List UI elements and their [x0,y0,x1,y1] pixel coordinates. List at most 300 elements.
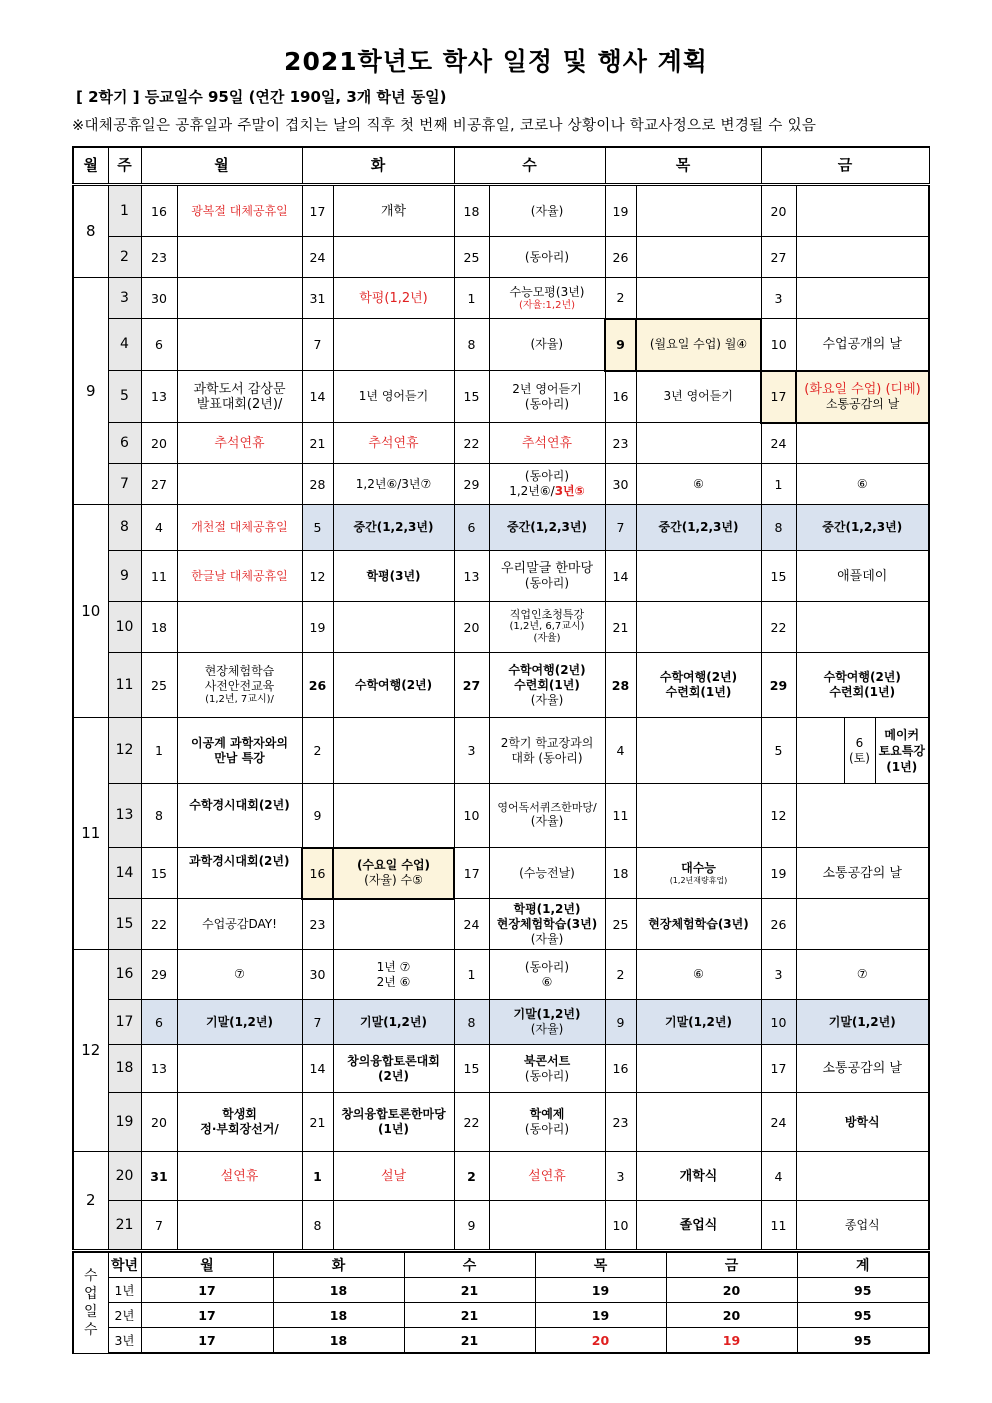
day-number: 24 [761,423,796,464]
event-line: 만남 특강 [214,750,265,765]
day-number: 8 [454,1000,489,1045]
event-cell: 중간(1,2,3년) [333,505,454,551]
day-number: 16 [141,185,177,237]
event-line: (자율) [530,931,564,946]
event-line: (1,2년, 7교시)/ [205,694,274,705]
event-cell [489,551,605,602]
summary-grade: 2년 [108,1303,141,1328]
event-cell [796,1152,929,1201]
month-cell: 9 [73,278,108,505]
summary-label: 수업일수 [73,1252,108,1353]
event-cell: 기말(1,2년) [636,1000,761,1045]
event-line: 우리말글 한마당 [500,561,594,576]
day-number: 25 [141,653,177,718]
event-cell: 기말(1,2년) [177,1000,302,1045]
day-number: 10 [761,319,796,371]
event-cell [333,899,454,950]
event-cell [177,602,302,653]
day-number: 23 [605,423,636,464]
event-cell [177,1201,302,1250]
event-cell [177,1093,302,1152]
week-row [73,1000,929,1045]
week-row [73,1093,929,1152]
event-cell: 광복절 대체공휴일 [177,185,302,237]
event-cell [796,718,844,784]
day-number: 16 [605,1045,636,1093]
day-number: 27 [761,237,796,278]
day-number: 18 [454,185,489,237]
day-number: 15 [141,848,177,899]
summary-value: 17 [141,1278,273,1303]
summary-total: 95 [797,1303,929,1328]
event-line: 이공계 과학자와의 [191,735,288,750]
summary-value: 18 [273,1278,404,1303]
event-cell: 학평(1,2년) [333,278,454,319]
day-number: 29 [141,950,177,1000]
event-cell: 애플데이 [796,551,929,602]
day-number: 30 [141,278,177,319]
day-number: 3 [761,950,796,1000]
week-row [73,950,929,1000]
event-cell [636,653,761,718]
event-cell [636,1093,761,1152]
month-cell: 2 [73,1152,108,1250]
event-cell: 수업공개의 날 [796,319,929,371]
summary-header: 금 [666,1252,797,1278]
week-number: 8 [108,505,141,551]
summary-row [73,1328,929,1354]
event-cell [636,237,761,278]
day-number: 4 [761,1152,796,1201]
event-cell: ⑦ [796,950,929,1000]
event-line: 수련회(1년) [514,677,580,692]
event-cell [796,784,929,848]
header-mon: 월 [141,147,302,185]
summary-value: 20 [666,1303,797,1328]
day-number: 24 [454,899,489,950]
day-number: 2 [605,950,636,1000]
week-number: 19 [108,1093,141,1152]
day-number: 18 [141,602,177,653]
event-cell: (월요일 수업) 월④ [636,319,761,371]
summary-row [73,1278,929,1303]
day-number: 3 [761,278,796,319]
day-number: 8 [454,319,489,371]
event-cell [796,278,929,319]
event-cell: 과학경시대회(2년) [177,848,302,899]
event-cell: (동아리) [489,237,605,278]
day-number: 14 [302,371,333,423]
event-line: (동아리) [524,469,570,483]
summary-grade: 3년 [108,1328,141,1354]
event-line: (자율) [533,633,561,644]
day-number: 10 [605,1201,636,1250]
event-line: 현장체험학습 [204,664,275,678]
event-cell: 소통공감의 날 [796,848,929,899]
event-cell [636,718,761,784]
event-line: 영어독서퀴즈한마당/ [497,801,597,814]
day-number: 27 [454,653,489,718]
day-number: 13 [141,1045,177,1093]
event-cell [796,423,929,464]
day-number: 10 [454,784,489,848]
event-cell: 1,2년⑥/3년⑦ [333,464,454,505]
day-number: 2 [302,718,333,784]
event-line: ⑥ [541,974,553,989]
event-cell: 수학여행(2년) [333,653,454,718]
event-line: 수학여행(2년) [823,670,901,684]
week-number: 16 [108,950,141,1000]
event-cell: 종업식 [796,1201,929,1250]
event-cell: ⑥ [636,950,761,1000]
event-cell [489,464,605,505]
event-line: 수련회(1년) [829,685,896,699]
event-line: 수학여행(2년) [508,662,586,677]
day-number: 13 [141,371,177,423]
week-row [73,718,929,784]
summary-value: 21 [404,1328,535,1354]
event-cell [489,1093,605,1152]
event-cell [796,602,929,653]
summary-row [73,1303,929,1328]
day-number: 6 [141,1000,177,1045]
day-number: 18 [605,848,636,899]
schedule-table [72,146,930,1250]
week-row [73,551,929,602]
event-line: (자율) [530,692,564,707]
event-cell [489,899,605,950]
event-line: (수요일 수업) [356,858,431,872]
day-number: 22 [761,602,796,653]
day-number: 27 [141,464,177,505]
day-number: 28 [302,464,333,505]
event-line: 학평(1,2년) [513,901,581,916]
event-cell: 개학 [333,185,454,237]
day-number: 15 [454,371,489,423]
day-number: 22 [454,1093,489,1152]
event-cell [489,784,605,848]
event-cell: 수업공감DAY! [177,899,302,950]
event-line: 2년 ⑥ [376,974,411,989]
day-number: 30 [605,464,636,505]
day-number: 23 [605,1093,636,1152]
day-number: 16 [605,371,636,423]
event-line: (1년) [378,1122,409,1136]
day-number: 15 [761,551,796,602]
day-number: 5 [761,718,796,784]
week-number: 13 [108,784,141,848]
summary-header: 학년 [108,1252,141,1278]
event-cell [489,1045,605,1093]
summary-total: 95 [797,1278,929,1303]
event-cell: ⑥ [796,464,929,505]
event-cell [177,653,302,718]
event-cell [333,1201,454,1250]
header-tue: 화 [302,147,454,185]
event-cell [177,319,302,371]
event-line: (동아리) [524,1068,570,1083]
week-number: 18 [108,1045,141,1093]
event-line: 2년 영어듣기 [512,381,582,396]
event-cell [333,950,454,1000]
day-number: 1 [302,1152,333,1201]
summary-total: 95 [797,1328,929,1354]
day-number: 16 [302,848,333,899]
summary-header: 계 [797,1252,929,1278]
week-number: 17 [108,1000,141,1045]
event-cell: 중간(1,2,3년) [489,505,605,551]
day-number: 6 [141,319,177,371]
summary-value: 17 [141,1328,273,1354]
event-line: 학예제 [529,1107,565,1121]
week-row [73,371,929,423]
saturday-event: 메이커 토요특강 (1년) [875,718,929,784]
event-line: (자율:1,2년) [518,299,576,311]
event-cell [636,551,761,602]
day-number: 7 [141,1201,177,1250]
event-cell [796,237,929,278]
day-number: 9 [302,784,333,848]
event-cell [636,848,761,899]
day-number: 24 [761,1093,796,1152]
day-number: 26 [605,237,636,278]
event-cell [636,784,761,848]
day-number: 13 [454,551,489,602]
day-number: 25 [605,899,636,950]
month-cell: 12 [73,950,108,1152]
event-line: 대수능 [681,860,716,875]
event-cell [796,899,929,950]
day-number: 20 [761,185,796,237]
week-number: 20 [108,1152,141,1201]
week-number: 10 [108,602,141,653]
day-number: 5 [302,505,333,551]
day-number: 31 [141,1152,177,1201]
event-cell: 설연휴 [177,1152,302,1201]
day-number: 2 [454,1152,489,1201]
event-cell [177,718,302,784]
week-row [73,464,929,505]
summary-value: 21 [404,1303,535,1328]
event-line: 수학여행(2년) [659,670,738,684]
event-line: (1,2년재량휴업) [669,875,728,885]
event-cell [177,1045,302,1093]
event-cell: 한글날 대체공휴일 [177,551,302,602]
day-number: 17 [761,371,796,423]
summary-header-row [73,1252,929,1278]
week-number: 14 [108,848,141,899]
week-number: 15 [108,899,141,950]
day-number: 4 [605,718,636,784]
event-line: (화요일 수업) (디베) [804,381,921,397]
event-line: 수련회(1년) [665,685,732,699]
event-part: 1,2년⑥/ [509,484,555,498]
summary-header: 월 [141,1252,273,1278]
day-number: 9 [605,1000,636,1045]
event-cell [333,237,454,278]
event-line: 정·부회장선거/ [200,1122,279,1136]
day-number: 1 [141,718,177,784]
event-cell: 소통공감의 날 [796,1045,929,1093]
event-cell: 추석연휴 [489,423,605,464]
summary-grade: 1년 [108,1278,141,1303]
event-cell [796,185,929,237]
event-line: 대화 (동아리) [511,750,583,765]
day-number: 2 [605,278,636,319]
day-number: 17 [454,848,489,899]
day-number: 20 [141,1093,177,1152]
event-line: 창의융합토론한마당 [341,1107,446,1121]
week-number: 3 [108,278,141,319]
event-line: 기말(1,2년) [513,1007,581,1021]
event-cell [177,371,302,423]
event-line: 현장체험학습(3년) [496,916,598,931]
day-number: 11 [141,551,177,602]
event-line: (동아리) [524,1122,570,1136]
week-row [73,1045,929,1093]
summary-header: 수 [404,1252,535,1278]
event-cell: (수능전날) [489,848,605,899]
saturday-label: (토) [849,750,870,765]
week-row [73,505,929,551]
event-cell: 기말(1,2년) [796,1000,929,1045]
week-number: 9 [108,551,141,602]
event-cell: 개천절 대체공휴일 [177,505,302,551]
day-number: 24 [302,237,333,278]
event-cell [177,464,302,505]
event-cell [636,423,761,464]
week-number: 11 [108,653,141,718]
day-number: 17 [761,1045,796,1093]
event-cell [489,602,605,653]
event-cell: 설연휴 [489,1152,605,1201]
event-cell [177,278,302,319]
day-number: 29 [454,464,489,505]
semester-subtitle: [ 2학기 ] 등교일수 95일 (연간 190일, 3개 학년 동일) [76,88,447,106]
week-row [73,278,929,319]
event-line: (1,2년, 6,7교시) [509,621,585,632]
event-cell [636,278,761,319]
event-cell [177,237,302,278]
event-cell: (자율) [489,319,605,371]
event-cell [636,602,761,653]
week-number: 7 [108,464,141,505]
day-number: 15 [454,1045,489,1093]
week-row [73,602,929,653]
day-number: 7 [302,319,333,371]
event-cell [489,1201,605,1250]
day-number: 17 [302,185,333,237]
week-number: 2 [108,237,141,278]
event-cell [333,602,454,653]
week-number: 6 [108,423,141,464]
event-cell: 중간(1,2,3년) [796,505,929,551]
event-cell: ⑥ [636,464,761,505]
event-line: 직업인초청특강 [509,608,585,621]
event-cell [333,1093,454,1152]
event-cell: 3년 영어듣기 [636,371,761,423]
event-line: 1년 ⑦ [376,959,411,974]
event-cell: 추석연휴 [333,423,454,464]
day-number: 1 [454,278,489,319]
event-cell: 방학식 [796,1093,929,1152]
event-line: 소통공감의 날 [825,396,900,411]
header-thu: 목 [605,147,761,185]
month-cell: 11 [73,718,108,950]
day-number: 19 [761,848,796,899]
summary-value: 18 [273,1303,404,1328]
day-number: 11 [761,1201,796,1250]
event-line: 발표대회(2년)/ [196,396,283,412]
event-cell [333,1045,454,1093]
day-number: 20 [141,423,177,464]
class-days-summary [72,1251,930,1354]
event-cell [636,1045,761,1093]
day-number: 3 [605,1152,636,1201]
summary-value: 19 [666,1328,797,1354]
event-line: 과학도서 감상문 [193,381,286,397]
day-number: 7 [605,505,636,551]
week-row [73,423,929,464]
day-number: 14 [605,551,636,602]
event-cell [796,371,929,423]
day-number: 10 [761,1000,796,1045]
event-line: 수능모평(3년) [509,284,585,299]
summary-value: 20 [666,1278,797,1303]
summary-header: 목 [535,1252,666,1278]
week-number: 5 [108,371,141,423]
event-cell: 학평(3년) [333,551,454,602]
day-number: 23 [302,899,333,950]
event-cell: 기말(1,2년) [333,1000,454,1045]
day-number: 14 [302,1045,333,1093]
event-cell [489,653,605,718]
summary-value: 19 [535,1303,666,1328]
event-line: 사전안전교육 [204,679,275,693]
event-cell [333,784,454,848]
day-number: 23 [141,237,177,278]
event-line: (자율) 수⑤ [364,873,423,887]
day-number: 8 [761,505,796,551]
header-wed: 수 [454,147,605,185]
summary-value: 21 [404,1278,535,1303]
week-number: 12 [108,718,141,784]
week-row [73,784,929,848]
event-cell [489,718,605,784]
event-line: 북콘서트 [523,1053,571,1068]
event-cell [489,1000,605,1045]
day-number: 19 [605,185,636,237]
week-row [73,185,929,237]
day-number: 12 [761,784,796,848]
schedule-header-row [73,147,929,185]
day-number: 26 [761,899,796,950]
day-number: 1 [454,950,489,1000]
header-month: 월 [73,147,108,185]
day-number: 8 [302,1201,333,1250]
event-cell: 현장체험학습(3년) [636,899,761,950]
week-row [73,1152,929,1201]
month-cell: 8 [73,185,108,278]
event-cell [333,319,454,371]
saturday-cell [844,718,875,784]
week-row [73,237,929,278]
week-number: 1 [108,185,141,237]
event-cell [489,950,605,1000]
event-line: 창의융합토론대회 [347,1053,440,1068]
event-cell: 중간(1,2,3년) [636,505,761,551]
event-cell: 추석연휴 [177,423,302,464]
